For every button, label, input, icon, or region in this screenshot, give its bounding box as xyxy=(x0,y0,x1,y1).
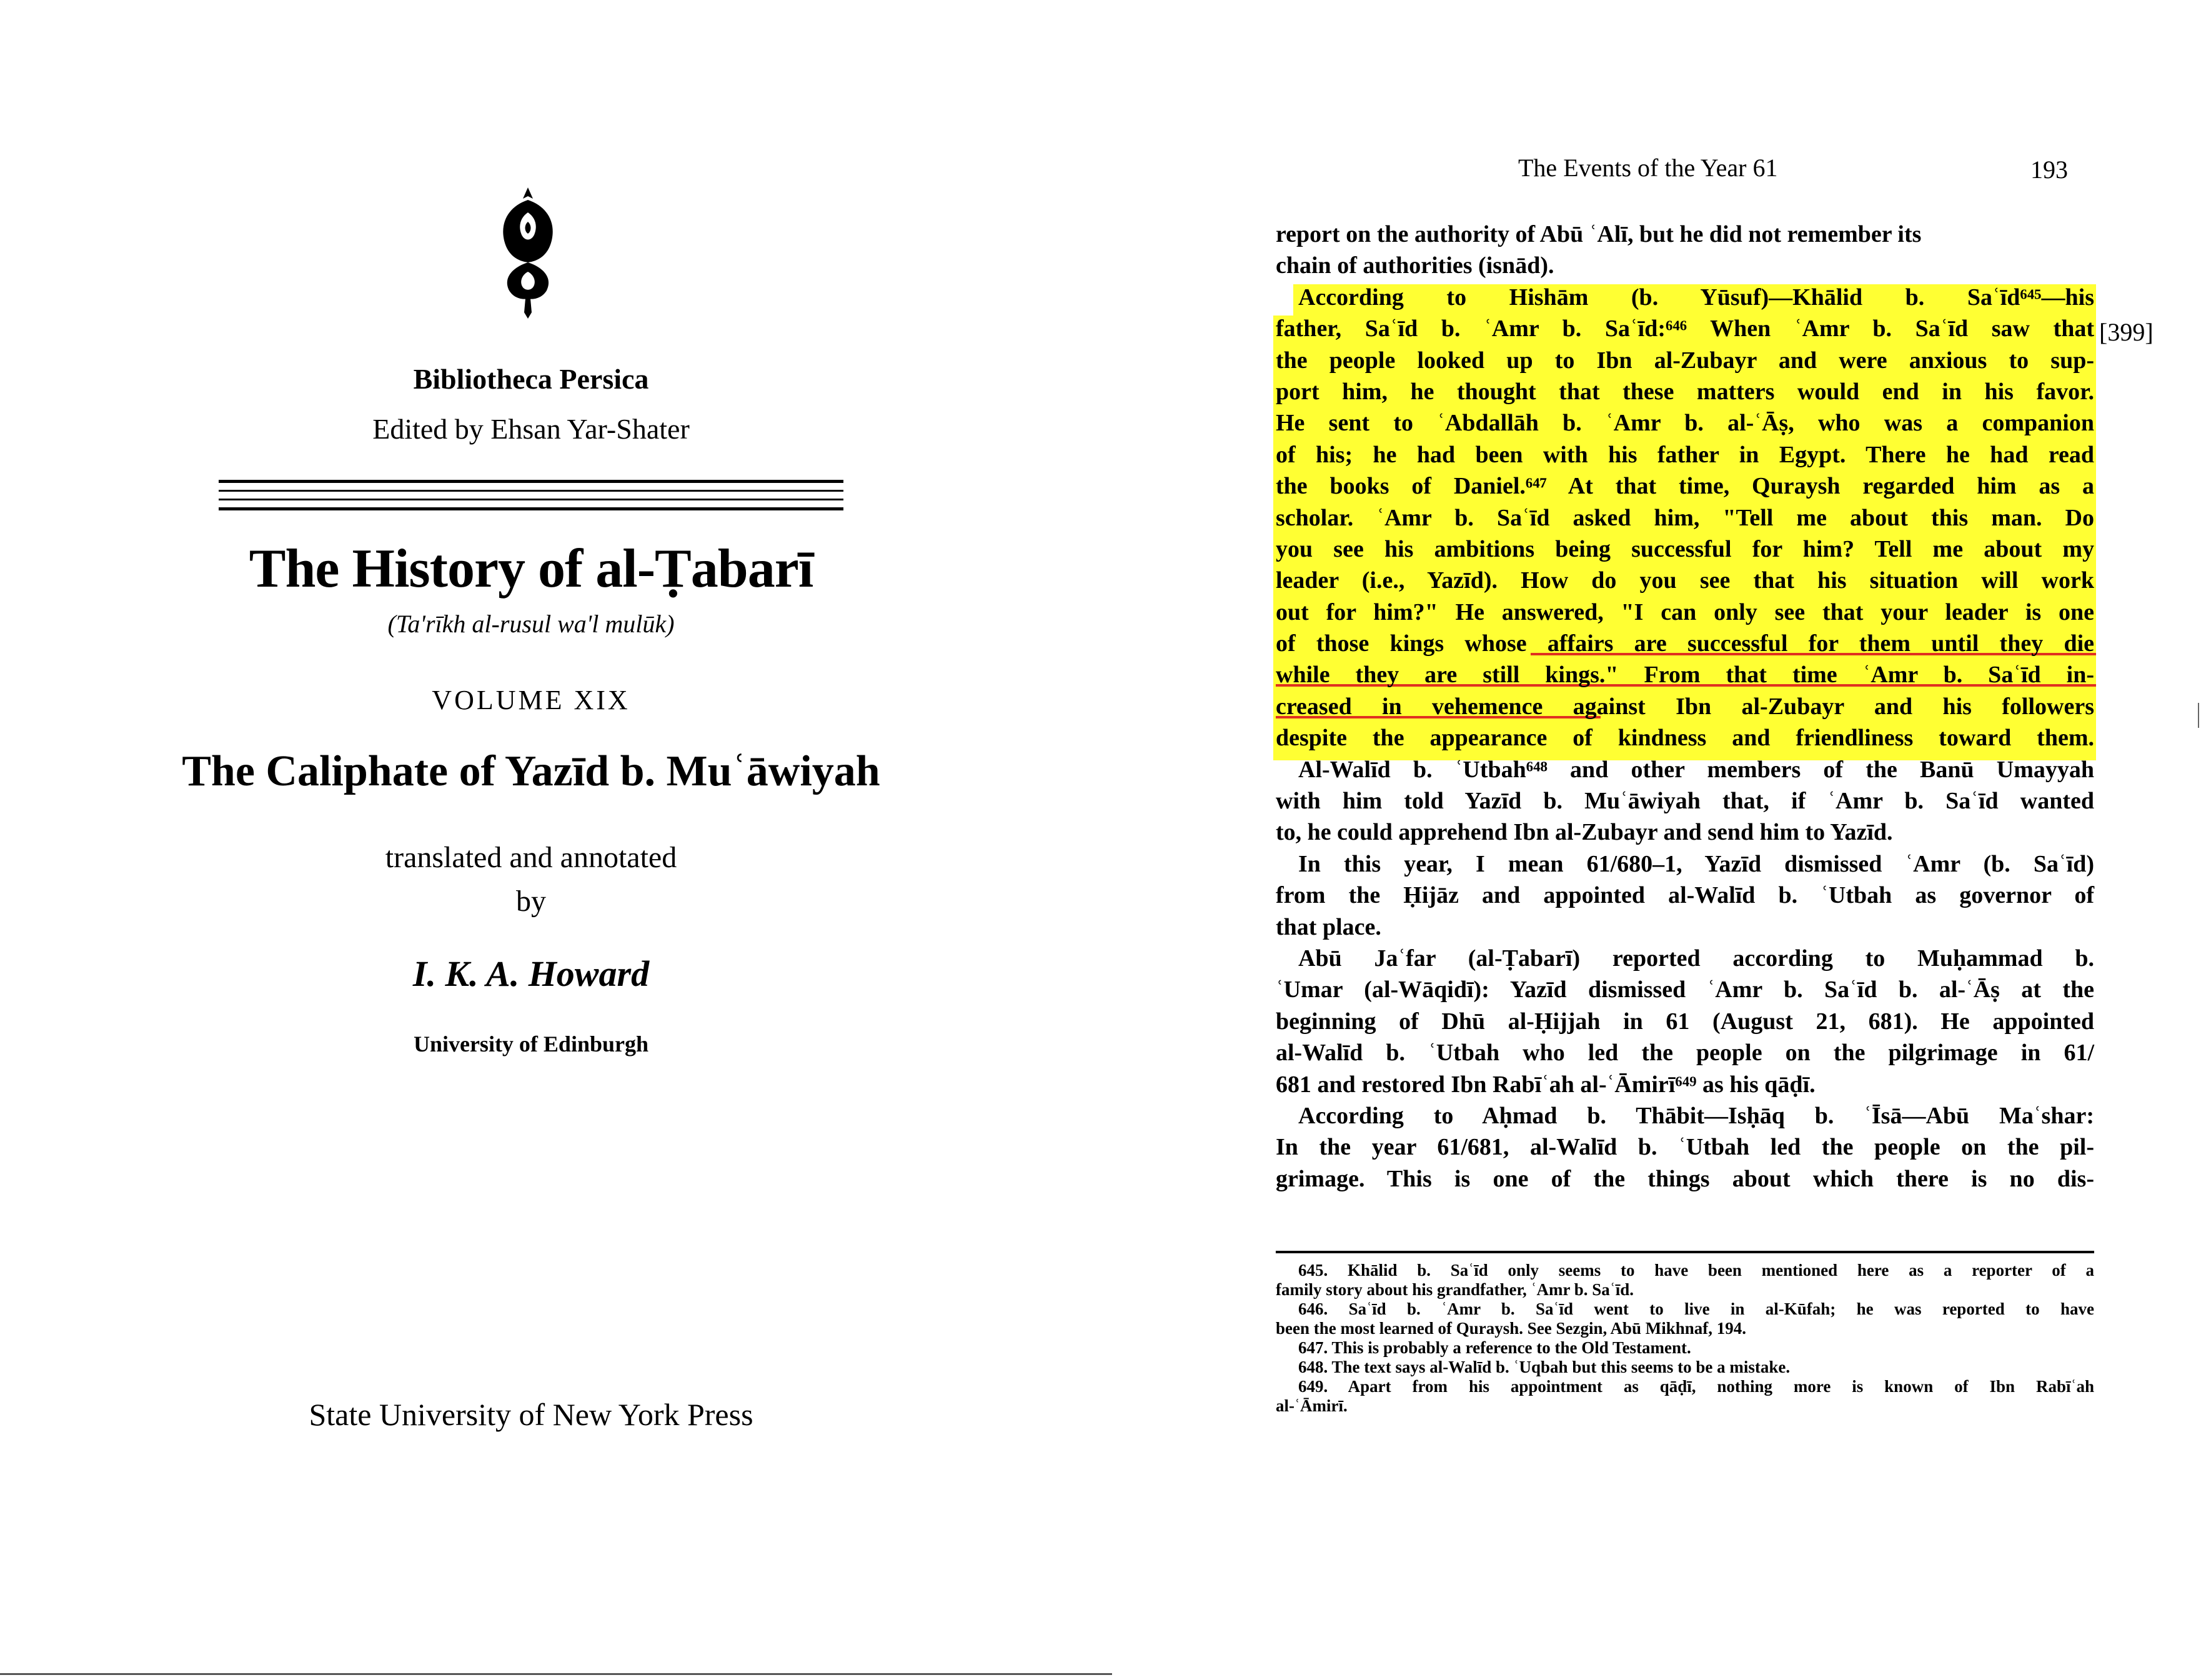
footnote-line: been the most learned of Quraysh. See Sezgin, Abū Mikhnaf, 194. xyxy=(1276,1319,1747,1338)
publisher-name: State University of New York Press xyxy=(309,1397,753,1432)
text-line: port him, he thought that these matters would end in his favor. xyxy=(1276,378,2094,405)
series-editor: Edited by Ehsan Yar-Shater xyxy=(372,413,690,445)
text-line: of those kings whose affairs are successful for them until they die xyxy=(1276,630,2094,657)
text-line: ʿUmar (al-Wāqidī): Yazīd dismissed ʿAmr b. Saʿīd b. al-ʿĀṣ at the xyxy=(1276,977,2094,1003)
footnote-line: 649. Apart from his appointment as qāḍī, nothing more is known of Ibn Rabīʿah xyxy=(1298,1377,2094,1396)
text-line: chain of authorities (isnād). xyxy=(1276,252,1554,279)
volume-number: VOLUME XIX xyxy=(432,685,630,715)
footnote-line: 646. Saʿīd b. ʿAmr b. Saʿīd went to live in al-Kūfah; he was reported to have xyxy=(1298,1300,2094,1318)
volume-title: The Caliphate of Yazīd b. Muʿāwiyah xyxy=(182,747,880,795)
publisher-ornament-icon xyxy=(497,187,559,319)
footnote-line: 645. Khālid b. Saʿīd only seems to have been mentioned here as a reporter of a xyxy=(1298,1261,2094,1280)
divider-rule xyxy=(219,480,843,483)
author-name: I. K. A. Howard xyxy=(412,953,650,994)
text-line: 681 and restored Ibn Rabīʿah al-ʿĀmirī⁶⁴⁹ as his qāḍī. xyxy=(1276,1071,1816,1098)
text-line: out for him?" He answered, "I can only see that your leader is one xyxy=(1276,599,2094,625)
footnote-line: 648. The text says al-Walīd b. ʿUqbah but this seems to be a mistake. xyxy=(1298,1358,1791,1376)
text-page xyxy=(1106,0,2211,1680)
text-line: scholar. ʿAmr b. Saʿīd asked him, "Tell me about this man. Do xyxy=(1276,504,2094,531)
footnote-rule xyxy=(1276,1251,2094,1253)
text-line: of his; he had been with his father in Egypt. There he had read xyxy=(1276,441,2094,468)
text-line: the people looked up to Ibn al-Zubayr and were anxious to sup- xyxy=(1276,347,2094,374)
book-subtitle: (Ta'rīkh al-rusul wa'l mulūk) xyxy=(387,610,675,638)
text-line: with him told Yazīd b. Muʿāwiyah that, if ʿAmr b. Saʿīd wanted xyxy=(1276,788,2094,815)
text-line: Abū Jaʿfar (al-Ṭabarī) reported according to Muḥammad b. xyxy=(1298,945,2094,972)
running-head: The Events of the Year 61 xyxy=(1518,154,1778,182)
text-line: In this year, I mean 61/680–1, Yazīd dismissed ʿAmr (b. Saʿīd) xyxy=(1298,850,2094,877)
text-line: father, Saʿīd b. ʿAmr b. Saʿīd:⁶⁴⁶ When ʿAmr b. Saʿīd saw that xyxy=(1276,316,2094,342)
text-line: that place. xyxy=(1276,913,1381,940)
text-line: report on the authority of Abū ʿAlī, but he did not remember its xyxy=(1276,221,1922,247)
divider-rule xyxy=(219,490,843,492)
text-line: leader (i.e., Yazīd). How do you see that his situation will work xyxy=(1276,567,2094,594)
text-line: creased in vehemence against Ibn al-Zubayr and his followers xyxy=(1276,693,2094,720)
divider-rule xyxy=(219,507,843,510)
text-line: He sent to ʿAbdallāh b. ʿAmr b. al-ʿĀṣ, who was a companion xyxy=(1276,410,2094,437)
text-line: beginning of Dhū al-Ḥijjah in 61 (August 21, 681). He appointed xyxy=(1276,1008,2094,1035)
text-line: you see his ambitions being successful for him? Tell me about my xyxy=(1276,535,2094,562)
text-line: grimage. This is one of the things about which there is no dis- xyxy=(1276,1165,2094,1192)
scan-edge xyxy=(0,1673,1112,1675)
scan-edge xyxy=(2198,703,2199,728)
book-title: The History of al-Ṭabarī xyxy=(249,539,813,599)
text-line: despite the appearance of kindness and friendliness toward them. xyxy=(1276,725,2094,752)
author-affiliation: University of Edinburgh xyxy=(413,1031,649,1056)
body-text xyxy=(1276,219,2094,1195)
text-line: According to Hishām (b. Yūsuf)—Khālid b. Saʿīd⁶⁴⁵—his xyxy=(1298,284,2094,311)
footnote-line: 647. This is probably a reference to the Old Testament. xyxy=(1298,1338,1691,1357)
text-line: from the Ḥijāz and appointed al-Walīd b. ʿUtbah as governor of xyxy=(1276,882,2094,909)
divider-rule xyxy=(219,499,843,500)
translated-line: translated and annotated xyxy=(385,841,677,874)
text-line: Al-Walīd b. ʿUtbah⁶⁴⁸ and other members of the Banū Umayyah xyxy=(1298,756,2094,783)
footnote-line: family story about his grandfather, ʿAmr b. Saʿīd. xyxy=(1276,1280,1634,1299)
series-name: Bibliotheca Persica xyxy=(413,363,649,395)
footnotes xyxy=(1276,1261,2094,1416)
margin-page-reference: [399] xyxy=(2099,318,2154,346)
text-line: al-Walīd b. ʿUtbah who led the people on the pilgrimage in 61/ xyxy=(1276,1040,2094,1066)
footnote-line: al-ʿĀmirī. xyxy=(1276,1396,1348,1415)
text-line: In the year 61/681, al-Walīd b. ʿUtbah led the people on the pil- xyxy=(1276,1134,2094,1161)
text-line: According to Aḥmad b. Thābit—Isḥāq b. ʿĪsā—Abū Maʿshar: xyxy=(1298,1102,2094,1129)
page-number: 193 xyxy=(2030,156,2068,184)
text-line: the books of Daniel.⁶⁴⁷ At that time, Quraysh regarded him as a xyxy=(1276,473,2094,500)
text-line: while they are still kings." From that time ʿAmr b. Saʿīd in- xyxy=(1276,662,2094,688)
by-line: by xyxy=(516,885,546,918)
text-line: to, he could apprehend Ibn al-Zubayr and send him to Yazīd. xyxy=(1276,819,1893,846)
